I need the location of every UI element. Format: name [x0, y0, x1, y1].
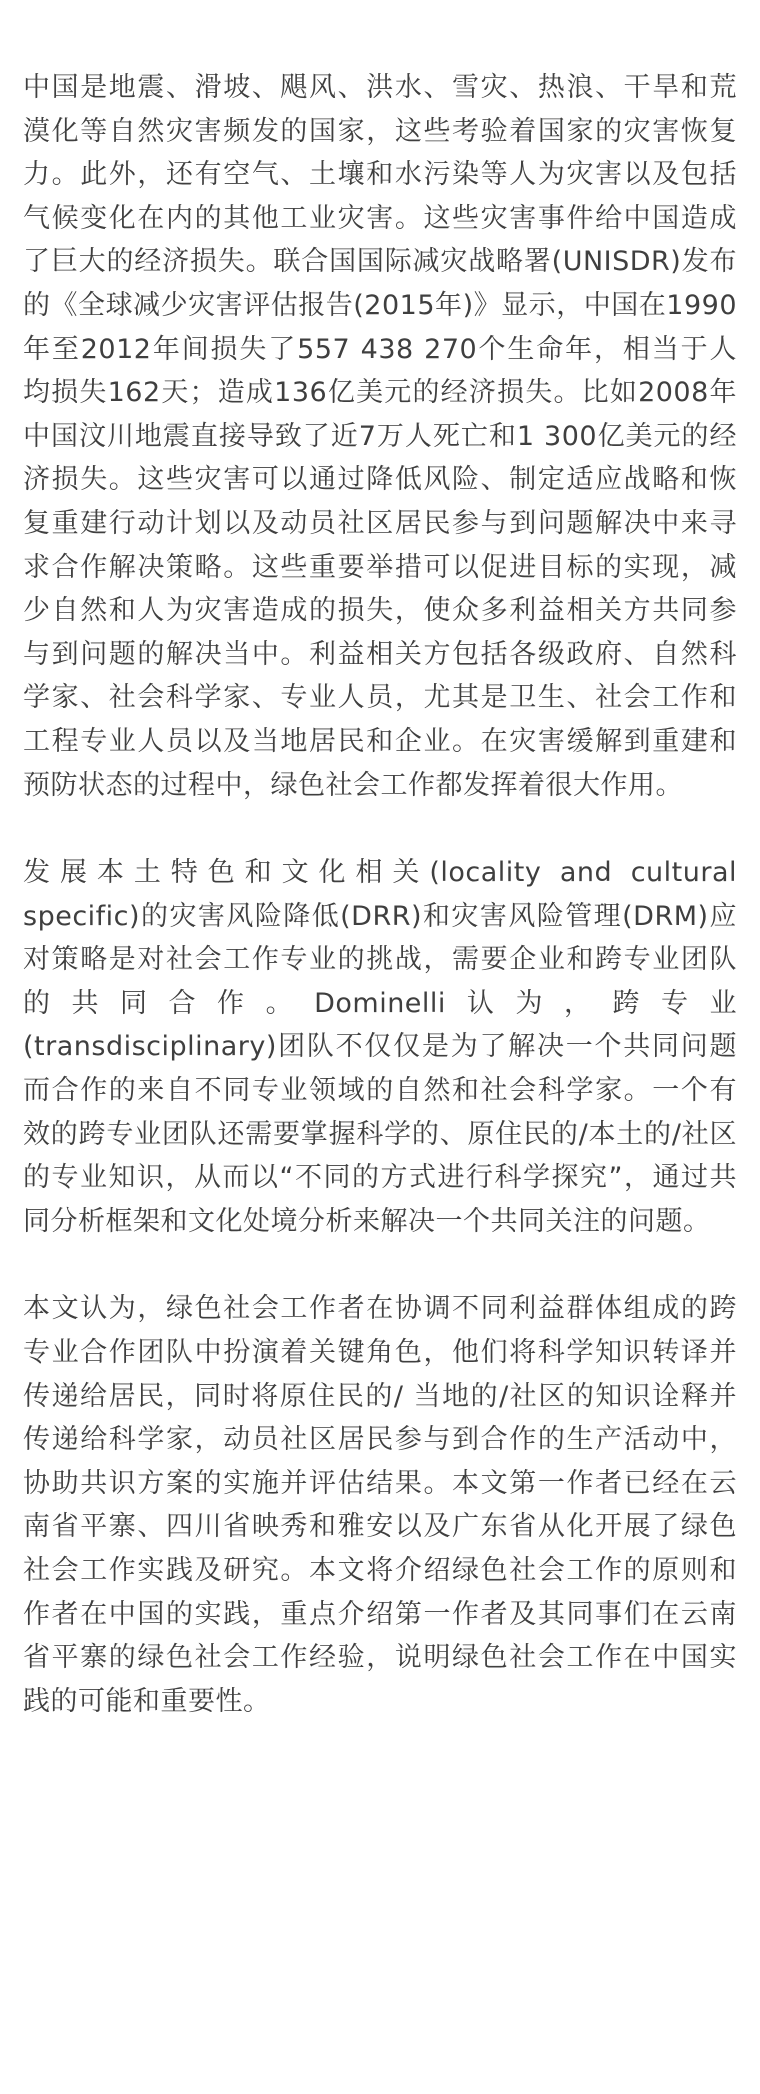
paragraph-green-social-work-role: 本文认为，绿色社会工作者在协调不同利益群体组成的跨专业合作团队中扮演着关键角色，他们将科学知识转译并传递给居民，同时将原住民的/ 当地的/社区的知识诠释并传递给科学家，动员社区居民参与到合作的生产活动中，协助共识方案的实施并评估结果。本文第一作者已经在云南省平寨、四川省映秀和雅安以及广东省从化开展了绿色社会工作实践及研究。本文将介绍绿色社会工作的原则和作者在中国的实践，重点介绍第一作者及其同事们在云南省平寨的绿色社会工作经验，说明绿色社会工作在中国实践的可能和重要性。 [23, 1293, 737, 1717]
paragraph-transdisciplinary-teams: 发展本土特色和文化相关(locality and cultural specific)的灾害风险降低(DRR)和灾害风险管理(DRM)应对策略是对社会工作专业的挑战，需要企业和跨专业团队的共同合作。Dominelli认为，跨专业(transdisciplinary)团队不仅仅是为了解决一个共同问题而合作的来自不同专业领域的自然和社会科学家。一个有效的跨专业团队还需要掌握科学的、原住民的/本土的/社区的专业知识，从而以“不同的方式进行科学探究”，通过共同分析框架和文化处境分析来解决一个共同关注的问题。 [23, 857, 737, 1237]
article-body [23, 66, 737, 1723]
paragraph-spacer [23, 807, 737, 851]
paragraph-spacer [23, 1243, 737, 1287]
paragraph-disaster-losses: 中国是地震、滑坡、飓风、洪水、雪灾、热浪、干旱和荒漠化等自然灾害频发的国家，这些考验着国家的灾害恢复力。此外，还有空气、土壤和水污染等人为灾害以及包括气候变化在内的其他工业灾害。这些灾害事件给中国造成了巨大的经济损失。联合国国际减灾战略署(UNISDR)发布的《全球减少灾害评估报告(2015年)》显示，中国在1990年至2012年间损失了557 438 270个生命年，相当于人均损失162天；造成136亿美元的经济损失。比如2008年中国汶川地震直接导致了近7万人死亡和1 300亿美元的经济损失。这些灾害可以通过降低风险、制定适应战略和恢复重建行动计划以及动员社区居民参与到问题解决中来寻求合作解决策略。这些重要举措可以促进目标的实现，减少自然和人为灾害造成的损失，使众多利益相关方共同参与到问题的解决当中。利益相关方包括各级政府、自然科学家、社会科学家、专业人员，尤其是卫生、社会工作和工程专业人员以及当地居民和企业。在灾害缓解到重建和预防状态的过程中，绿色社会工作都发挥着很大作用。 [23, 72, 737, 801]
